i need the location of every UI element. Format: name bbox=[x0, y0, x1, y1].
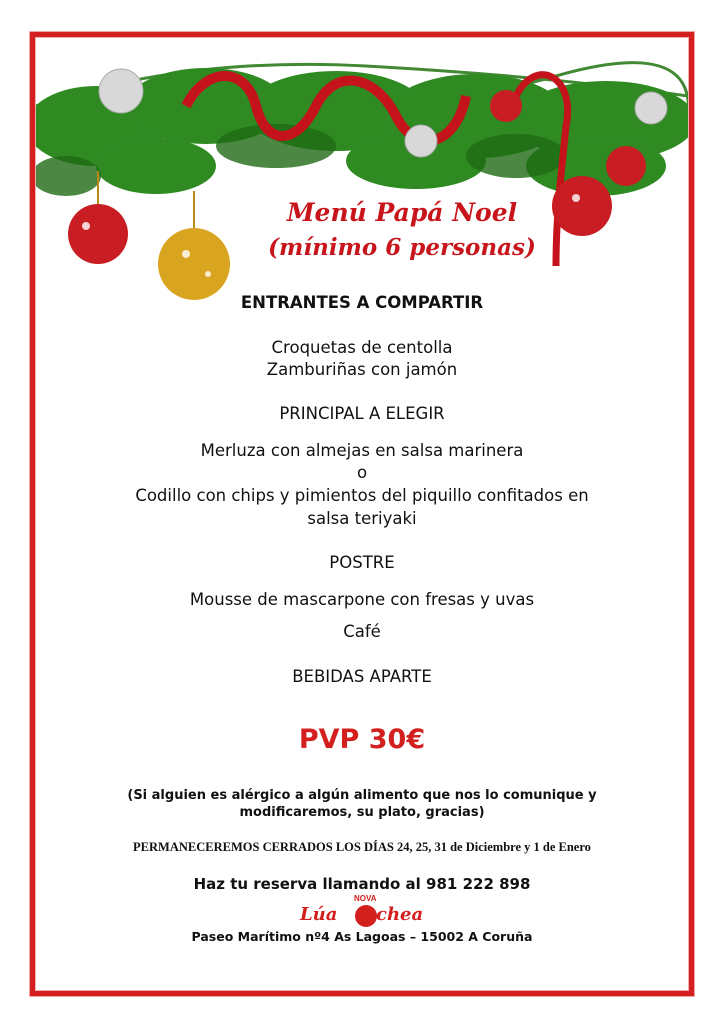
main-option: Merluza con almejas en salsa marinera bbox=[200, 441, 524, 460]
menu-title: Menú Papá Noel bbox=[286, 198, 518, 227]
coffee-item: Café bbox=[343, 622, 381, 641]
restaurant-logo bbox=[296, 894, 424, 930]
reservation-info: Haz tu reserva llamando al 981 222 898 bbox=[193, 875, 531, 893]
logo-right-text: chea bbox=[376, 904, 424, 925]
dessert-item: Mousse de mascarpone con fresas y uvas bbox=[189, 590, 535, 609]
logo-top-text: NOVA bbox=[354, 894, 377, 903]
starter-item: Croquetas de centolla bbox=[271, 338, 453, 357]
menu-subtitle: (mínimo 6 personas) bbox=[268, 234, 536, 261]
main-or: o bbox=[356, 463, 368, 482]
main-option-continued: salsa teriyaki bbox=[307, 509, 417, 528]
main-heading: PRINCIPAL A ELEGIR bbox=[279, 404, 445, 423]
allergy-note: (Si alguien es alérgico a algún alimento que nos lo comunique y bbox=[127, 788, 597, 803]
allergy-note-continued: modificaremos, su plato, gracias) bbox=[239, 805, 485, 820]
christmas-garland-icon bbox=[36, 36, 688, 316]
starters-heading: ENTRANTES A COMPARTIR bbox=[240, 293, 484, 312]
starter-item: Zamburiñas con jamón bbox=[266, 360, 458, 379]
address: Paseo Marítimo nº4 As Lagoas – 15002 A Coruña bbox=[191, 929, 533, 944]
drinks-note: BEBIDAS APARTE bbox=[292, 667, 432, 686]
dessert-heading: POSTRE bbox=[329, 553, 395, 572]
logo-left-text: Lúa bbox=[300, 904, 338, 925]
logo-circle-icon bbox=[355, 905, 377, 927]
price: PVP 30€ bbox=[298, 724, 426, 755]
closed-notice: PERMANECEREMOS CERRADOS LOS DÍAS 24, 25, 31 de Diciembre y 1 de Enero bbox=[133, 840, 591, 854]
main-option: Codillo con chips y pimientos del piquillo confitados en bbox=[135, 486, 589, 505]
